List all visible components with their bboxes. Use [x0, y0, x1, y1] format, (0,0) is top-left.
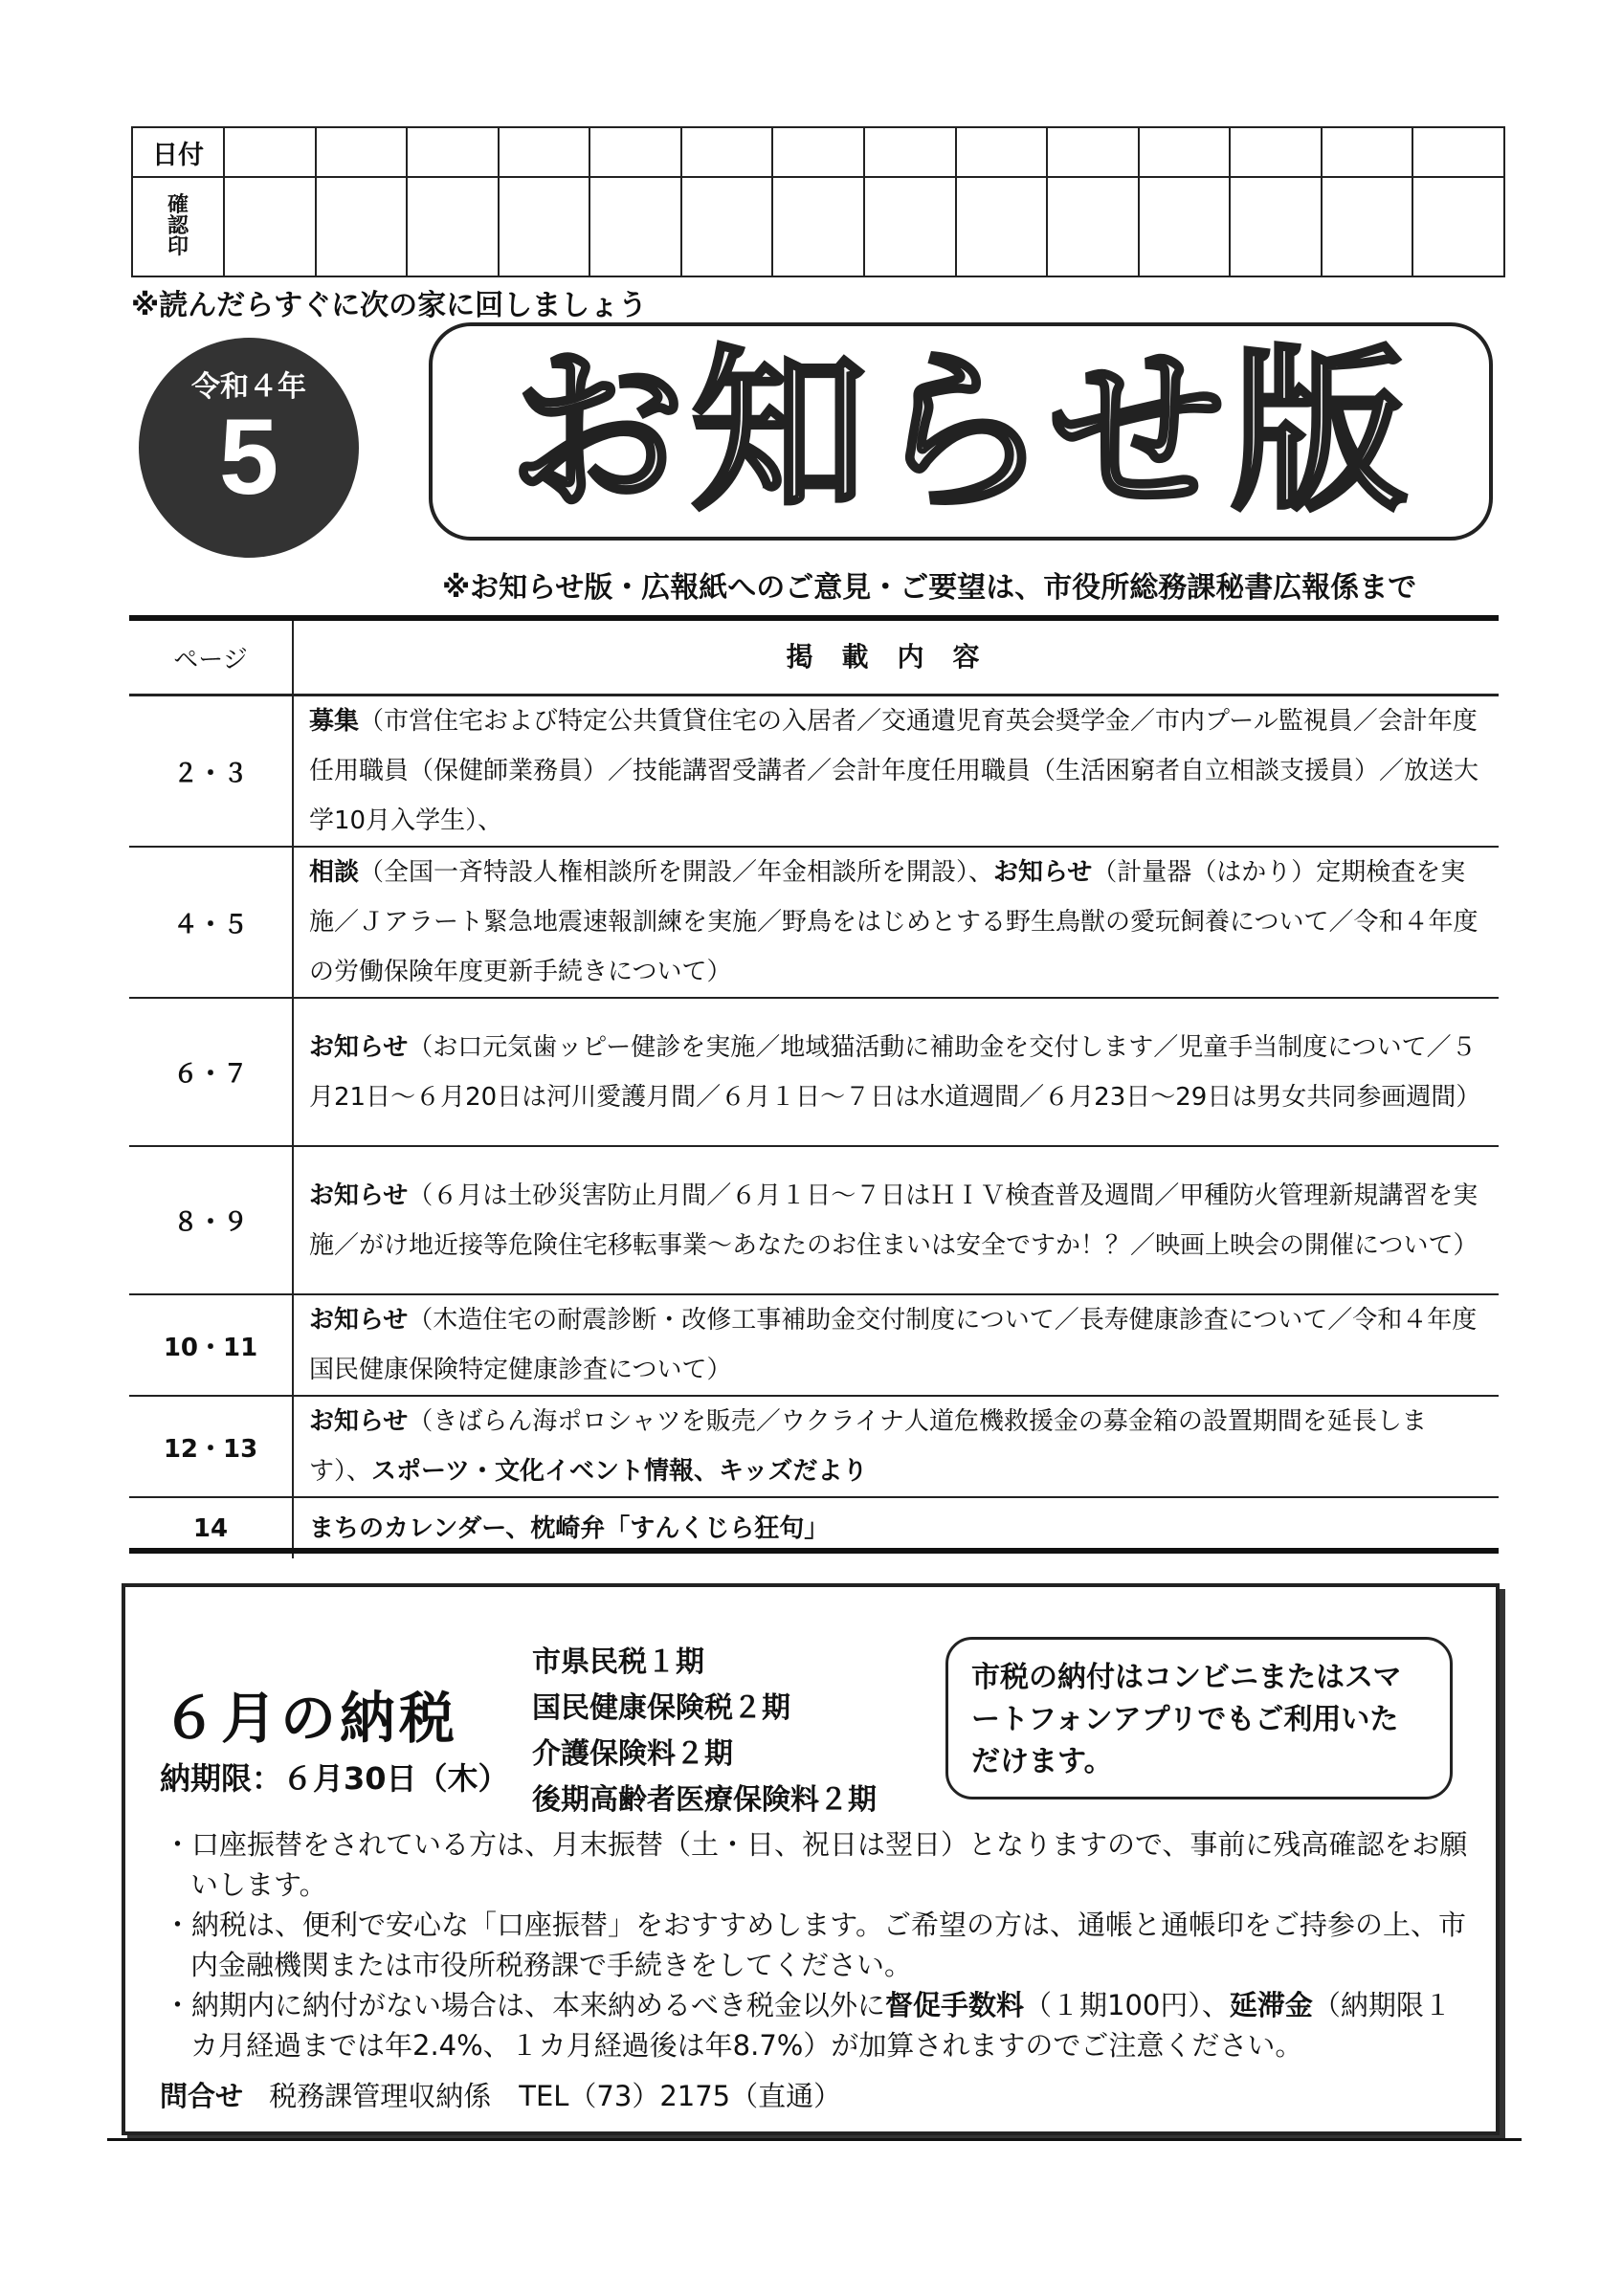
stamp-label: 確 認 印 [132, 177, 224, 276]
emphasis-text: お知らせ [309, 1032, 409, 1062]
emphasis-text: お知らせ [309, 1407, 409, 1436]
body-text: （計量器（はかり）定期検査を実施／Ｊアラート緊急地震速報訓練を実施／野鳥をはじめとする野生鳥獣の愛玩飼養について／令和４年度の労働保険年度更新手続きについて） [309, 858, 1478, 986]
contents-row-text [293, 1396, 1499, 1497]
stamp-cell[interactable] [407, 177, 499, 276]
body-text: （市営住宅および特定公共賃貸住宅の入居者／交通遺児育英会奨学金／市内プール監視員／会計年度任用職員（保健師業務員）／技能講習受講者／会計年度任用職員（生活困窮者自立相談支援員）／放送大学10月入学生）、 [309, 707, 1479, 835]
body-text: （お口元気歯ッピー健診を実施／地域猫活動に補助金を交付します／児童手当制度について／５月21日～６月20日は河川愛護月間／６月１日～７日は水道週間／６月23日～29日は男女共同参画週間） [309, 1032, 1481, 1112]
contents-row-pages: ４・５ [129, 847, 293, 998]
tax-info-box [122, 1583, 1500, 2135]
stamp-cell[interactable] [1412, 177, 1504, 276]
date-cell[interactable] [1047, 127, 1139, 177]
contents-header-page: ページ [129, 621, 293, 695]
stamp-cell[interactable] [1047, 177, 1139, 276]
emphasis-text: 相談 [309, 858, 360, 887]
body-text: （木造住宅の耐震診断・改修工事補助金交付制度について／長寿健康診査について／令和４年度国民健康保険特定健康診査について） [309, 1306, 1478, 1384]
emphasis-text: 延滞金 [1229, 1989, 1313, 2021]
page-bottom-rule [107, 2138, 1522, 2141]
date-cell[interactable] [1139, 127, 1231, 177]
date-cell[interactable] [316, 127, 408, 177]
date-cell[interactable] [224, 127, 316, 177]
emphasis-text: お知らせ [993, 858, 1093, 887]
tax-bullet [164, 1824, 1473, 1905]
body-text: （６月は土砂災害防止月間／６月１日～７日はＨＩＶ検査普及週間／甲種防火管理新規講習を実施／がけ地近接等危険住宅移転事業～あなたのお住まいは安全ですか！？／映画上映会の開催について） [309, 1181, 1478, 1260]
emphasis-text: スポーツ・文化イベント情報、キッズだより [371, 1457, 868, 1486]
date-label: 日付 [132, 127, 224, 177]
emphasis-text: 督促手数料 [885, 1989, 1025, 2021]
stamp-cell[interactable] [864, 177, 956, 276]
tax-title: ６月の納税 [162, 1686, 459, 1751]
contents-row-pages: ６・７ [129, 998, 293, 1146]
tax-deadline: 納期限：６月30日（木） [160, 1760, 509, 1797]
contents-row-text [293, 1146, 1499, 1294]
tax-contact [160, 2075, 841, 2114]
circulation-notice: ※読んだらすぐに次の家に回しましょう [131, 289, 648, 322]
tax-payment-note: 市税の納付はコンビニまたはスマートフォンアプリでもご利用いただけます。 [945, 1637, 1453, 1799]
tax-bullet [164, 1985, 1473, 2065]
stamp-cell[interactable] [1139, 177, 1231, 276]
contents-row-pages: ２・３ [129, 695, 293, 848]
body-text: （納期限１カ月経過までは年2.4%、１カ月経過後は年8.7%）が加算されますのでご注意ください。 [190, 1989, 1452, 2062]
contents-row-pages: 10・11 [129, 1294, 293, 1396]
body-text: （全国一斉特設人権相談所を開設／年金相談所を開設）、 [359, 858, 994, 887]
emphasis-text: お知らせ [309, 1306, 409, 1335]
date-cell[interactable] [1230, 127, 1322, 177]
stamp-cell[interactable] [316, 177, 408, 276]
contents-row-text [293, 998, 1499, 1146]
contents-row-pages: ８・９ [129, 1146, 293, 1294]
stamp-cell[interactable] [956, 177, 1048, 276]
date-cell[interactable] [1412, 127, 1504, 177]
tax-contact-label: 問合せ [160, 2080, 244, 2112]
date-cell[interactable] [864, 127, 956, 177]
body-text: （１期100円）、 [1024, 1989, 1230, 2021]
contents-row-pages: 14 [129, 1497, 293, 1558]
date-cell[interactable] [407, 127, 499, 177]
date-cell[interactable] [589, 127, 681, 177]
tax-bullet [164, 1905, 1473, 1985]
circulation-table [131, 126, 1505, 277]
date-cell[interactable] [772, 127, 864, 177]
date-cell[interactable] [681, 127, 773, 177]
tax-contact-text: 税務課管理収納係 TEL（73）2175（直通） [269, 2080, 842, 2112]
masthead-title: お知らせ版 [508, 330, 1413, 535]
date-cell[interactable] [499, 127, 590, 177]
stamp-cell[interactable] [224, 177, 316, 276]
contents-bottom-rule [129, 1548, 1499, 1554]
tax-item: 介護保険料２期 [532, 1737, 733, 1771]
emphasis-text: お知らせ [309, 1181, 409, 1210]
tax-item: 国民健康保険税２期 [532, 1691, 790, 1725]
contents-row-text [293, 695, 1499, 848]
feedback-notice: ※お知らせ版・広報紙へのご意見・ご要望は、市役所総務課秘書広報係まで [442, 571, 1417, 605]
stamp-cell[interactable] [1322, 177, 1413, 276]
emphasis-text: まちのカレンダー、枕崎弁「すんくじら狂句」 [309, 1513, 830, 1543]
issue-number: 5 [218, 397, 279, 517]
body-text: ・口座振替をされている方は、月末振替（土・日、祝日は翌日）となりますので、事前に残高確認をお願いします。 [164, 1828, 1468, 1901]
body-text: （きばらん海ポロシャツを販売／ウクライナ人道危機救援金の募金箱の設置期間を延長します）、 [309, 1407, 1427, 1486]
masthead-title-box [429, 322, 1493, 541]
body-text: ・納期内に納付がない場合は、本来納めるべき税金以外に [164, 1989, 886, 2021]
contents-header-content: 掲載内容 [293, 621, 1499, 695]
body-text: ・納税は、便利で安心な「口座振替」をおすすめします。ご希望の方は、通帳と通帳印をご持参の上、市内金融機関または市役所税務課で手続きをしてください。 [164, 1909, 1466, 1981]
stamp-cell[interactable] [681, 177, 773, 276]
stamp-cell[interactable] [1230, 177, 1322, 276]
tax-item: 市県民税１期 [532, 1645, 704, 1679]
contents-row-text [293, 847, 1499, 998]
tax-items [532, 1640, 877, 1823]
stamp-cell[interactable] [772, 177, 864, 276]
stamp-cell[interactable] [499, 177, 590, 276]
emphasis-text: 募集 [309, 707, 360, 736]
date-cell[interactable] [1322, 127, 1413, 177]
contents-row-text [293, 1294, 1499, 1396]
stamp-cell[interactable] [589, 177, 681, 276]
date-cell[interactable] [956, 127, 1048, 177]
contents-row-pages: 12・13 [129, 1396, 293, 1497]
tax-item: 後期高齢者医療保険料２期 [532, 1783, 877, 1817]
issue-era: 令和４年 [191, 370, 306, 404]
contents-table [129, 621, 1499, 1558]
issue-badge [139, 338, 359, 558]
